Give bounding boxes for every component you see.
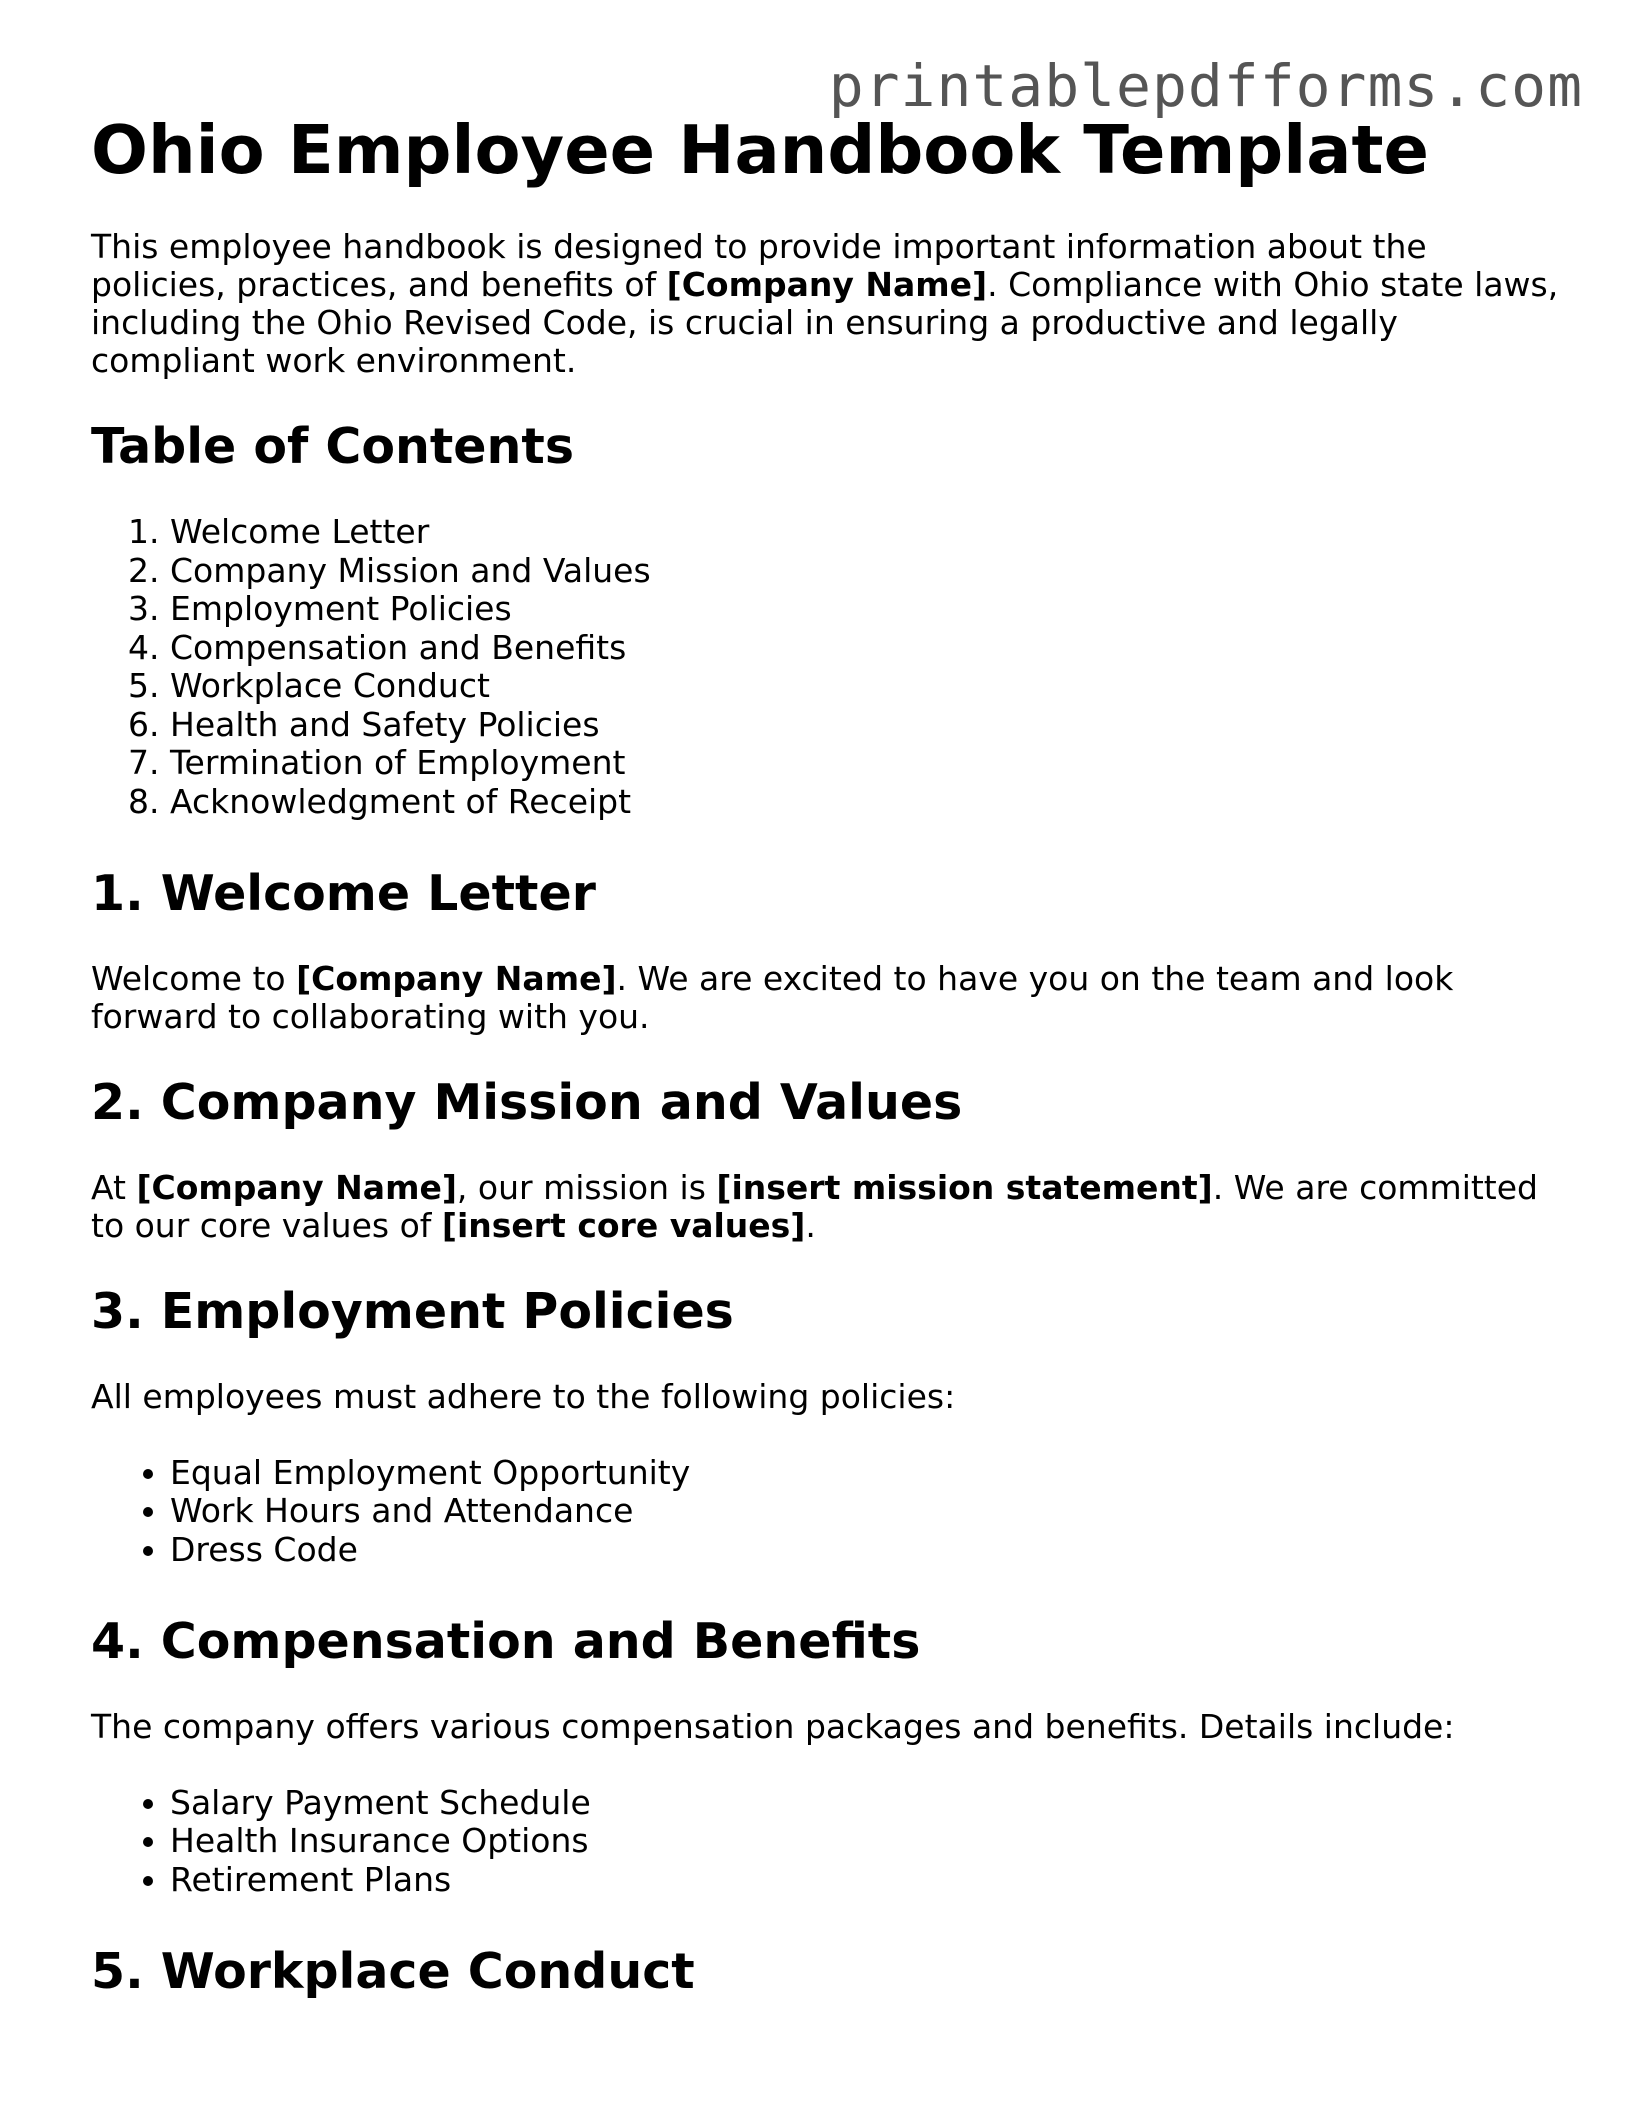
intro-text-continued: . Compliance with Ohio state laws, including the Ohio Revised Code, is crucial in ensuring a productive and legally compliant work environment.: [91, 265, 1559, 381]
toc-item: 2. Company Mission and Values: [170, 552, 1571, 591]
toc-heading: Table of Contents: [91, 418, 575, 476]
list-item: • Equal Employment Opportunity: [170, 1454, 1571, 1493]
toc-item: 3. Employment Policies: [170, 590, 1571, 629]
mission-text: .: [805, 1205, 816, 1245]
intro-text: This employee handbook is designed to provide important information about the policies, practices, and benefits of: [91, 227, 1427, 305]
compensation-list: [91, 1784, 1571, 1900]
core-values-placeholder: [insert core values]: [441, 1205, 806, 1245]
list-item: • Health Insurance Options: [170, 1822, 1571, 1861]
employment-heading: 3. Employment Policies: [91, 1282, 734, 1340]
employment-policy-list: [91, 1454, 1571, 1570]
company-name-placeholder: [Company Name]: [136, 1167, 457, 1207]
list-item: • Salary Payment Schedule: [170, 1784, 1571, 1823]
toc-item: 7. Termination of Employment: [170, 744, 1571, 783]
welcome-text-continued: . We are excited to have you on the team and look forward to collaborating with you.: [91, 958, 1454, 1036]
employment-paragraph: All employees must adhere to the following policies:: [91, 1376, 956, 1416]
toc-item: 5. Workplace Conduct: [170, 667, 1571, 706]
page-title: Ohio Employee Handbook Template: [91, 111, 1429, 189]
compensation-paragraph: The company offers various compensation packages and benefits. Details include:: [91, 1706, 1455, 1746]
intro-paragraph: [91, 228, 1571, 380]
mission-heading: 2. Company Mission and Values: [91, 1073, 963, 1131]
mission-text: . We are committed to our core values of: [91, 1167, 1538, 1245]
watermark: printablepdfforms.com: [828, 52, 1583, 120]
document-page: [91, 110, 1571, 2038]
list-item: • Retirement Plans: [170, 1861, 1571, 1900]
welcome-text: Welcome to: [91, 958, 297, 998]
mission-text: At: [91, 1167, 137, 1207]
conduct-heading: 5. Workplace Conduct: [91, 1943, 695, 2001]
welcome-paragraph: [91, 960, 1571, 1036]
mission-paragraph: [91, 1169, 1571, 1245]
mission-text: , our mission is: [456, 1167, 717, 1207]
toc-list: [91, 513, 1571, 821]
company-name-placeholder: [Company Name]: [296, 958, 617, 998]
company-name-placeholder: [Company Name]: [666, 265, 988, 305]
toc-item: 1. Welcome Letter: [170, 513, 1571, 552]
list-item: • Dress Code: [170, 1531, 1571, 1570]
toc-item: 4. Compensation and Benefits: [170, 629, 1571, 668]
toc-item: 8. Acknowledgment of Receipt: [170, 783, 1571, 822]
mission-statement-placeholder: [insert mission statement]: [716, 1167, 1213, 1207]
welcome-heading: 1. Welcome Letter: [91, 865, 596, 923]
list-item: • Work Hours and Attendance: [170, 1492, 1571, 1531]
compensation-heading: 4. Compensation and Benefits: [91, 1613, 921, 1671]
toc-item: 6. Health and Safety Policies: [170, 706, 1571, 745]
